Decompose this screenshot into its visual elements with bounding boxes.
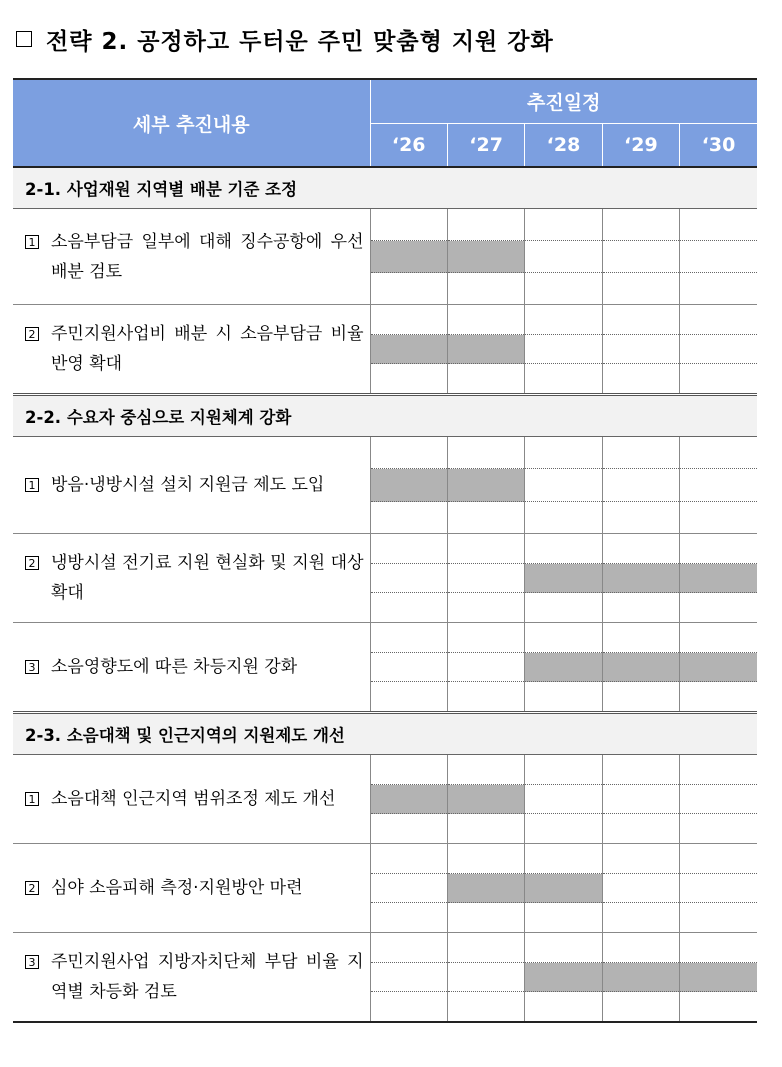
item-text: 주민지원사업 지방자치단체 부담 비율 지역별 차등화 검토: [51, 952, 364, 1002]
schedule-grid-segment: [525, 335, 601, 365]
item-number-box: 3: [25, 955, 39, 969]
schedule-grid-segment: [371, 502, 447, 533]
schedule-grid-segment: [603, 241, 679, 273]
schedule-grid-segment: [371, 209, 447, 241]
table-row: [13, 755, 757, 844]
schedule-grid-segment: [680, 241, 757, 273]
schedule-grid-segment: [448, 963, 524, 993]
schedule-cell: [525, 534, 602, 623]
schedule-bar: [680, 564, 757, 594]
schedule-grid-segment: [603, 874, 679, 904]
schedule-grid-segment: [525, 241, 601, 273]
schedule-grid-segment: [603, 844, 679, 874]
schedule-cell: [370, 209, 447, 305]
schedule-grid-segment: [448, 502, 524, 533]
schedule-grid-segment: [525, 903, 601, 932]
item-description: [13, 209, 370, 305]
schedule-cell: [602, 437, 679, 534]
year-header: ‘26: [370, 124, 447, 168]
schedule-bar: [448, 335, 524, 365]
schedule-grid-segment: [448, 534, 524, 564]
year-header: ‘27: [447, 124, 524, 168]
schedule-grid-segment: [371, 534, 447, 564]
schedule-cell: [680, 437, 757, 534]
schedule-bar: [371, 241, 447, 273]
schedule-grid-segment: [680, 273, 757, 304]
schedule-grid-segment: [448, 682, 524, 711]
table-row: [13, 623, 757, 713]
schedule-grid-segment: [680, 682, 757, 711]
schedule-grid-segment: [525, 469, 601, 501]
schedule-grid-segment: [603, 305, 679, 335]
schedule-grid-segment: [603, 437, 679, 469]
checkbox-icon: [16, 31, 32, 47]
schedule-grid-segment: [680, 209, 757, 241]
header-schedule: 추진일정: [370, 79, 757, 124]
schedule-grid-segment: [371, 963, 447, 993]
page-title: [16, 22, 554, 56]
schedule-grid-segment: [371, 903, 447, 932]
schedule-cell: [602, 844, 679, 933]
table-body: [13, 167, 757, 1022]
schedule-grid-segment: [680, 933, 757, 963]
schedule-cell: [680, 933, 757, 1023]
schedule-grid-segment: [680, 844, 757, 874]
schedule-grid-segment: [371, 305, 447, 335]
schedule-cell: [602, 933, 679, 1023]
schedule-cell: [447, 305, 524, 395]
schedule-bar: [371, 335, 447, 365]
item-description: [13, 755, 370, 844]
schedule-cell: [680, 623, 757, 713]
schedule-grid-segment: [371, 437, 447, 469]
schedule-bar: [603, 564, 679, 594]
schedule-grid-segment: [603, 903, 679, 932]
schedule-grid-segment: [525, 785, 601, 815]
schedule-cell: [447, 755, 524, 844]
schedule-bar: [680, 963, 757, 993]
schedule-grid-segment: [680, 874, 757, 904]
item-text: 소음부담금 일부에 대해 징수공항에 우선 배분 검토: [51, 231, 364, 282]
item-description: [13, 933, 370, 1023]
item-number-box: 2: [25, 556, 39, 570]
schedule-bar: [603, 963, 679, 993]
schedule-grid-segment: [371, 682, 447, 711]
schedule-cell: [680, 755, 757, 844]
header-desc: 세부 추진내용: [13, 79, 370, 167]
schedule-grid-segment: [448, 593, 524, 622]
section-row: [13, 167, 757, 209]
schedule-grid-segment: [448, 653, 524, 683]
schedule-bar: [525, 963, 601, 993]
item-description: [13, 844, 370, 933]
schedule-cell: [525, 209, 602, 305]
item-number-box: 2: [25, 881, 39, 895]
schedule-grid-segment: [603, 682, 679, 711]
schedule-grid-segment: [448, 933, 524, 963]
schedule-cell: [447, 209, 524, 305]
schedule-grid-segment: [680, 755, 757, 785]
item-text: 소음대책 인근지역 범위조정 제도 개선: [51, 789, 336, 809]
schedule-grid-segment: [680, 814, 757, 843]
schedule-grid-segment: [448, 564, 524, 594]
schedule-cell: [370, 305, 447, 395]
schedule-grid-segment: [525, 682, 601, 711]
schedule-bar: [525, 874, 601, 904]
schedule-grid-segment: [371, 933, 447, 963]
schedule-grid-segment: [525, 437, 601, 469]
table-row: [13, 844, 757, 933]
schedule-cell: [602, 755, 679, 844]
schedule-grid-segment: [525, 305, 601, 335]
item-description: [13, 437, 370, 534]
schedule-cell: [602, 534, 679, 623]
schedule-bar: [371, 469, 447, 501]
schedule-grid-segment: [680, 534, 757, 564]
schedule-grid-segment: [603, 593, 679, 622]
schedule-cell: [525, 844, 602, 933]
schedule-grid-segment: [371, 844, 447, 874]
schedule-grid-segment: [371, 364, 447, 393]
item-description: [13, 534, 370, 623]
schedule-grid-segment: [680, 903, 757, 932]
schedule-grid-segment: [525, 209, 601, 241]
schedule-grid-segment: [371, 814, 447, 843]
schedule-cell: [370, 623, 447, 713]
schedule-grid-segment: [371, 623, 447, 653]
table-row: [13, 437, 757, 534]
schedule-grid-segment: [448, 273, 524, 304]
schedule-cell: [680, 209, 757, 305]
schedule-grid-segment: [603, 469, 679, 501]
schedule-grid-segment: [371, 273, 447, 304]
schedule-grid-segment: [371, 653, 447, 683]
schedule-cell: [370, 437, 447, 534]
item-text: 냉방시설 전기료 지원 현실화 및 지원 대상 확대: [51, 553, 364, 603]
item-text: 방음·냉방시설 설치 지원금 제도 도입: [51, 475, 325, 495]
schedule-grid-segment: [603, 785, 679, 815]
schedule-bar: [448, 469, 524, 501]
schedule-cell: [602, 209, 679, 305]
schedule-grid-segment: [448, 992, 524, 1021]
schedule-cell: [525, 305, 602, 395]
schedule-cell: [370, 755, 447, 844]
schedule-grid-segment: [603, 534, 679, 564]
schedule-grid-segment: [603, 335, 679, 365]
schedule-cell: [680, 534, 757, 623]
section-title: 2-3. 소음대책 및 인근지역의 지원제도 개선: [13, 713, 757, 755]
schedule-grid-segment: [525, 623, 601, 653]
schedule-grid-segment: [603, 364, 679, 393]
schedule-grid-segment: [603, 992, 679, 1021]
schedule-grid-segment: [680, 623, 757, 653]
schedule-cell: [447, 437, 524, 534]
table-row: [13, 933, 757, 1023]
item-description: [13, 305, 370, 395]
schedule-grid-segment: [603, 623, 679, 653]
schedule-cell: [447, 933, 524, 1023]
schedule-cell: [680, 305, 757, 395]
schedule-grid-segment: [525, 844, 601, 874]
schedule-grid-segment: [371, 874, 447, 904]
schedule-grid-segment: [603, 933, 679, 963]
schedule-table: [13, 78, 757, 1023]
schedule-grid-segment: [448, 437, 524, 469]
schedule-grid-segment: [525, 755, 601, 785]
schedule-grid-segment: [448, 623, 524, 653]
schedule-cell: [447, 844, 524, 933]
schedule-bar: [448, 874, 524, 904]
schedule-bar: [680, 653, 757, 683]
schedule-grid-segment: [680, 437, 757, 469]
schedule-cell: [525, 755, 602, 844]
item-number-box: 1: [25, 478, 39, 492]
schedule-grid-segment: [680, 502, 757, 533]
schedule-cell: [370, 844, 447, 933]
schedule-grid-segment: [371, 992, 447, 1021]
schedule-grid-segment: [680, 335, 757, 365]
schedule-grid-segment: [680, 992, 757, 1021]
table-row: [13, 209, 757, 305]
schedule-grid-segment: [525, 593, 601, 622]
schedule-bar: [525, 653, 601, 683]
year-header: ‘28: [525, 124, 602, 168]
schedule-cell: [525, 623, 602, 713]
section-row: [13, 395, 757, 437]
schedule-grid-segment: [448, 364, 524, 393]
schedule-grid-segment: [603, 502, 679, 533]
table-row: [13, 305, 757, 395]
schedule-grid-segment: [525, 273, 601, 304]
schedule-grid-segment: [525, 534, 601, 564]
section-title: 2-1. 사업재원 지역별 배분 기준 조정: [13, 167, 757, 209]
schedule-cell: [370, 933, 447, 1023]
item-text: 주민지원사업비 배분 시 소음부담금 비율 반영 확대: [51, 324, 364, 374]
schedule-grid-segment: [603, 273, 679, 304]
section-row: [13, 713, 757, 755]
schedule-grid-segment: [680, 469, 757, 501]
item-text: 심야 소음피해 측정·지원방안 마련: [51, 878, 303, 898]
schedule-grid-segment: [525, 992, 601, 1021]
schedule-cell: [447, 534, 524, 623]
schedule-grid-segment: [603, 209, 679, 241]
title-text: 전략 2. 공정하고 두터운 주민 맞춤형 지원 강화: [46, 28, 554, 55]
item-text: 소음영향도에 따른 차등지원 강화: [51, 657, 298, 677]
table-row: [13, 534, 757, 623]
schedule-grid-segment: [371, 755, 447, 785]
item-number-box: 1: [25, 235, 39, 249]
item-number-box: 3: [25, 660, 39, 674]
schedule-bar: [525, 564, 601, 594]
schedule-grid-segment: [448, 814, 524, 843]
schedule-cell: [447, 623, 524, 713]
item-description: [13, 623, 370, 713]
section-title: 2-2. 수요자 중심으로 지원체계 강화: [13, 395, 757, 437]
schedule-bar: [448, 241, 524, 273]
schedule-grid-segment: [680, 364, 757, 393]
schedule-bar: [448, 785, 524, 815]
schedule-grid-segment: [448, 305, 524, 335]
schedule-grid-segment: [371, 593, 447, 622]
schedule-grid-segment: [448, 209, 524, 241]
schedule-grid-segment: [525, 814, 601, 843]
schedule-grid-segment: [525, 933, 601, 963]
schedule-grid-segment: [448, 755, 524, 785]
schedule-cell: [602, 305, 679, 395]
schedule-bar: [603, 653, 679, 683]
schedule-cell: [370, 534, 447, 623]
schedule-grid-segment: [448, 903, 524, 932]
schedule-cell: [525, 437, 602, 534]
schedule-grid-segment: [680, 305, 757, 335]
schedule-grid-segment: [603, 755, 679, 785]
schedule-grid-segment: [680, 785, 757, 815]
schedule-grid-segment: [680, 593, 757, 622]
schedule-bar: [371, 785, 447, 815]
schedule-grid-segment: [525, 502, 601, 533]
schedule-cell: [525, 933, 602, 1023]
item-number-box: 2: [25, 327, 39, 341]
item-number-box: 1: [25, 792, 39, 806]
schedule-cell: [680, 844, 757, 933]
schedule-grid-segment: [525, 364, 601, 393]
schedule-grid-segment: [448, 844, 524, 874]
schedule-cell: [602, 623, 679, 713]
schedule-grid-segment: [371, 564, 447, 594]
year-header: ‘30: [680, 124, 757, 168]
schedule-grid-segment: [603, 814, 679, 843]
year-header: ‘29: [602, 124, 679, 168]
